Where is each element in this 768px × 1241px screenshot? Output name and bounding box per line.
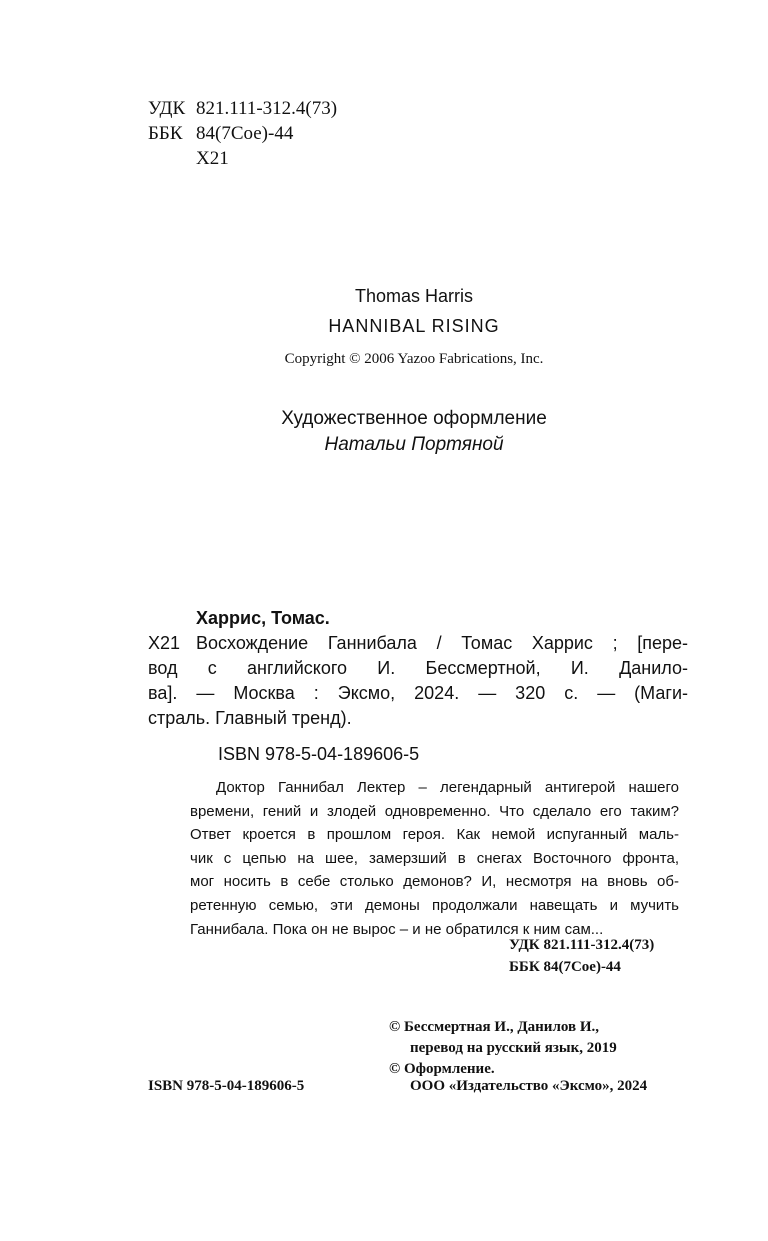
- original-title: HANNIBAL RISING: [328, 316, 500, 336]
- author-sign: Х21: [196, 148, 229, 169]
- rights-isbn: ISBN 978-5-04-189606-5: [148, 1078, 305, 1094]
- catalog-isbn: ISBN 978-5-04-189606-5: [218, 744, 420, 764]
- original-copyright: Copyright © 2006 Yazoo Fabrications, Inc.: [284, 351, 544, 367]
- catalog-line-1: Восхождение Ганнибала / Томас Харрис ; [пере-: [196, 633, 688, 653]
- udk-line: [148, 98, 337, 120]
- footer-udk: УДК 821.111-312.4(73): [509, 937, 655, 953]
- catalog-sign: Х21: [148, 633, 181, 653]
- annotation-line: Ганнибала. Пока он не вырос – и не обратился к ним сам...: [190, 920, 604, 938]
- rights-design-1: © Оформление.: [389, 1061, 495, 1077]
- annotation-line: времени, гений и злодей одновременно. Что сделало его таким?: [190, 802, 679, 820]
- annotation-line: ретенную семью, эти демоны продолжали навещать и мучить: [190, 896, 679, 914]
- rights-design-2: ООО «Издательство «Эксмо», 2024: [410, 1078, 648, 1094]
- design-label: Художественное оформление: [281, 408, 547, 429]
- catalog-line-4: страль. Главный тренд).: [148, 708, 352, 728]
- udk-label: УДК: [148, 98, 186, 119]
- catalog-line-3: ва]. — Москва : Эксмо, 2024. — 320 с. — (Маги-: [148, 683, 688, 703]
- bbk-line: [148, 123, 293, 145]
- rights-translation-2: перевод на русский язык, 2019: [410, 1040, 617, 1056]
- bbk-label: ББК: [148, 123, 183, 144]
- annotation-line: мог носить в себе столько демонов? И, несмотря на вновь об-: [190, 873, 679, 891]
- catalog-heading: Харрис, Томас.: [196, 608, 330, 628]
- annotation-line: чик с цепью на шее, замерзший в снегах Восточного фронта,: [190, 849, 679, 867]
- bbk-value: 84(7Сое)-44: [196, 123, 294, 144]
- footer-bbk: ББК 84(7Сое)-44: [509, 959, 621, 975]
- original-author: Thomas Harris: [354, 286, 474, 306]
- catalog-line-2: вод с английского И. Бессмертной, И. Данило-: [148, 658, 688, 678]
- annotation-line: Ответ кроется в прошлом героя. Как немой испуганный маль-: [190, 826, 679, 844]
- udk-value: 821.111-312.4(73): [196, 98, 338, 119]
- rights-translation-1: © Бессмертная И., Данилов И.,: [389, 1019, 600, 1035]
- designer-name: Натальи Портяной: [324, 434, 504, 455]
- annotation-line: Доктор Ганнибал Лектер – легендарный антигерой нашего: [216, 779, 679, 796]
- annotation: [190, 776, 679, 941]
